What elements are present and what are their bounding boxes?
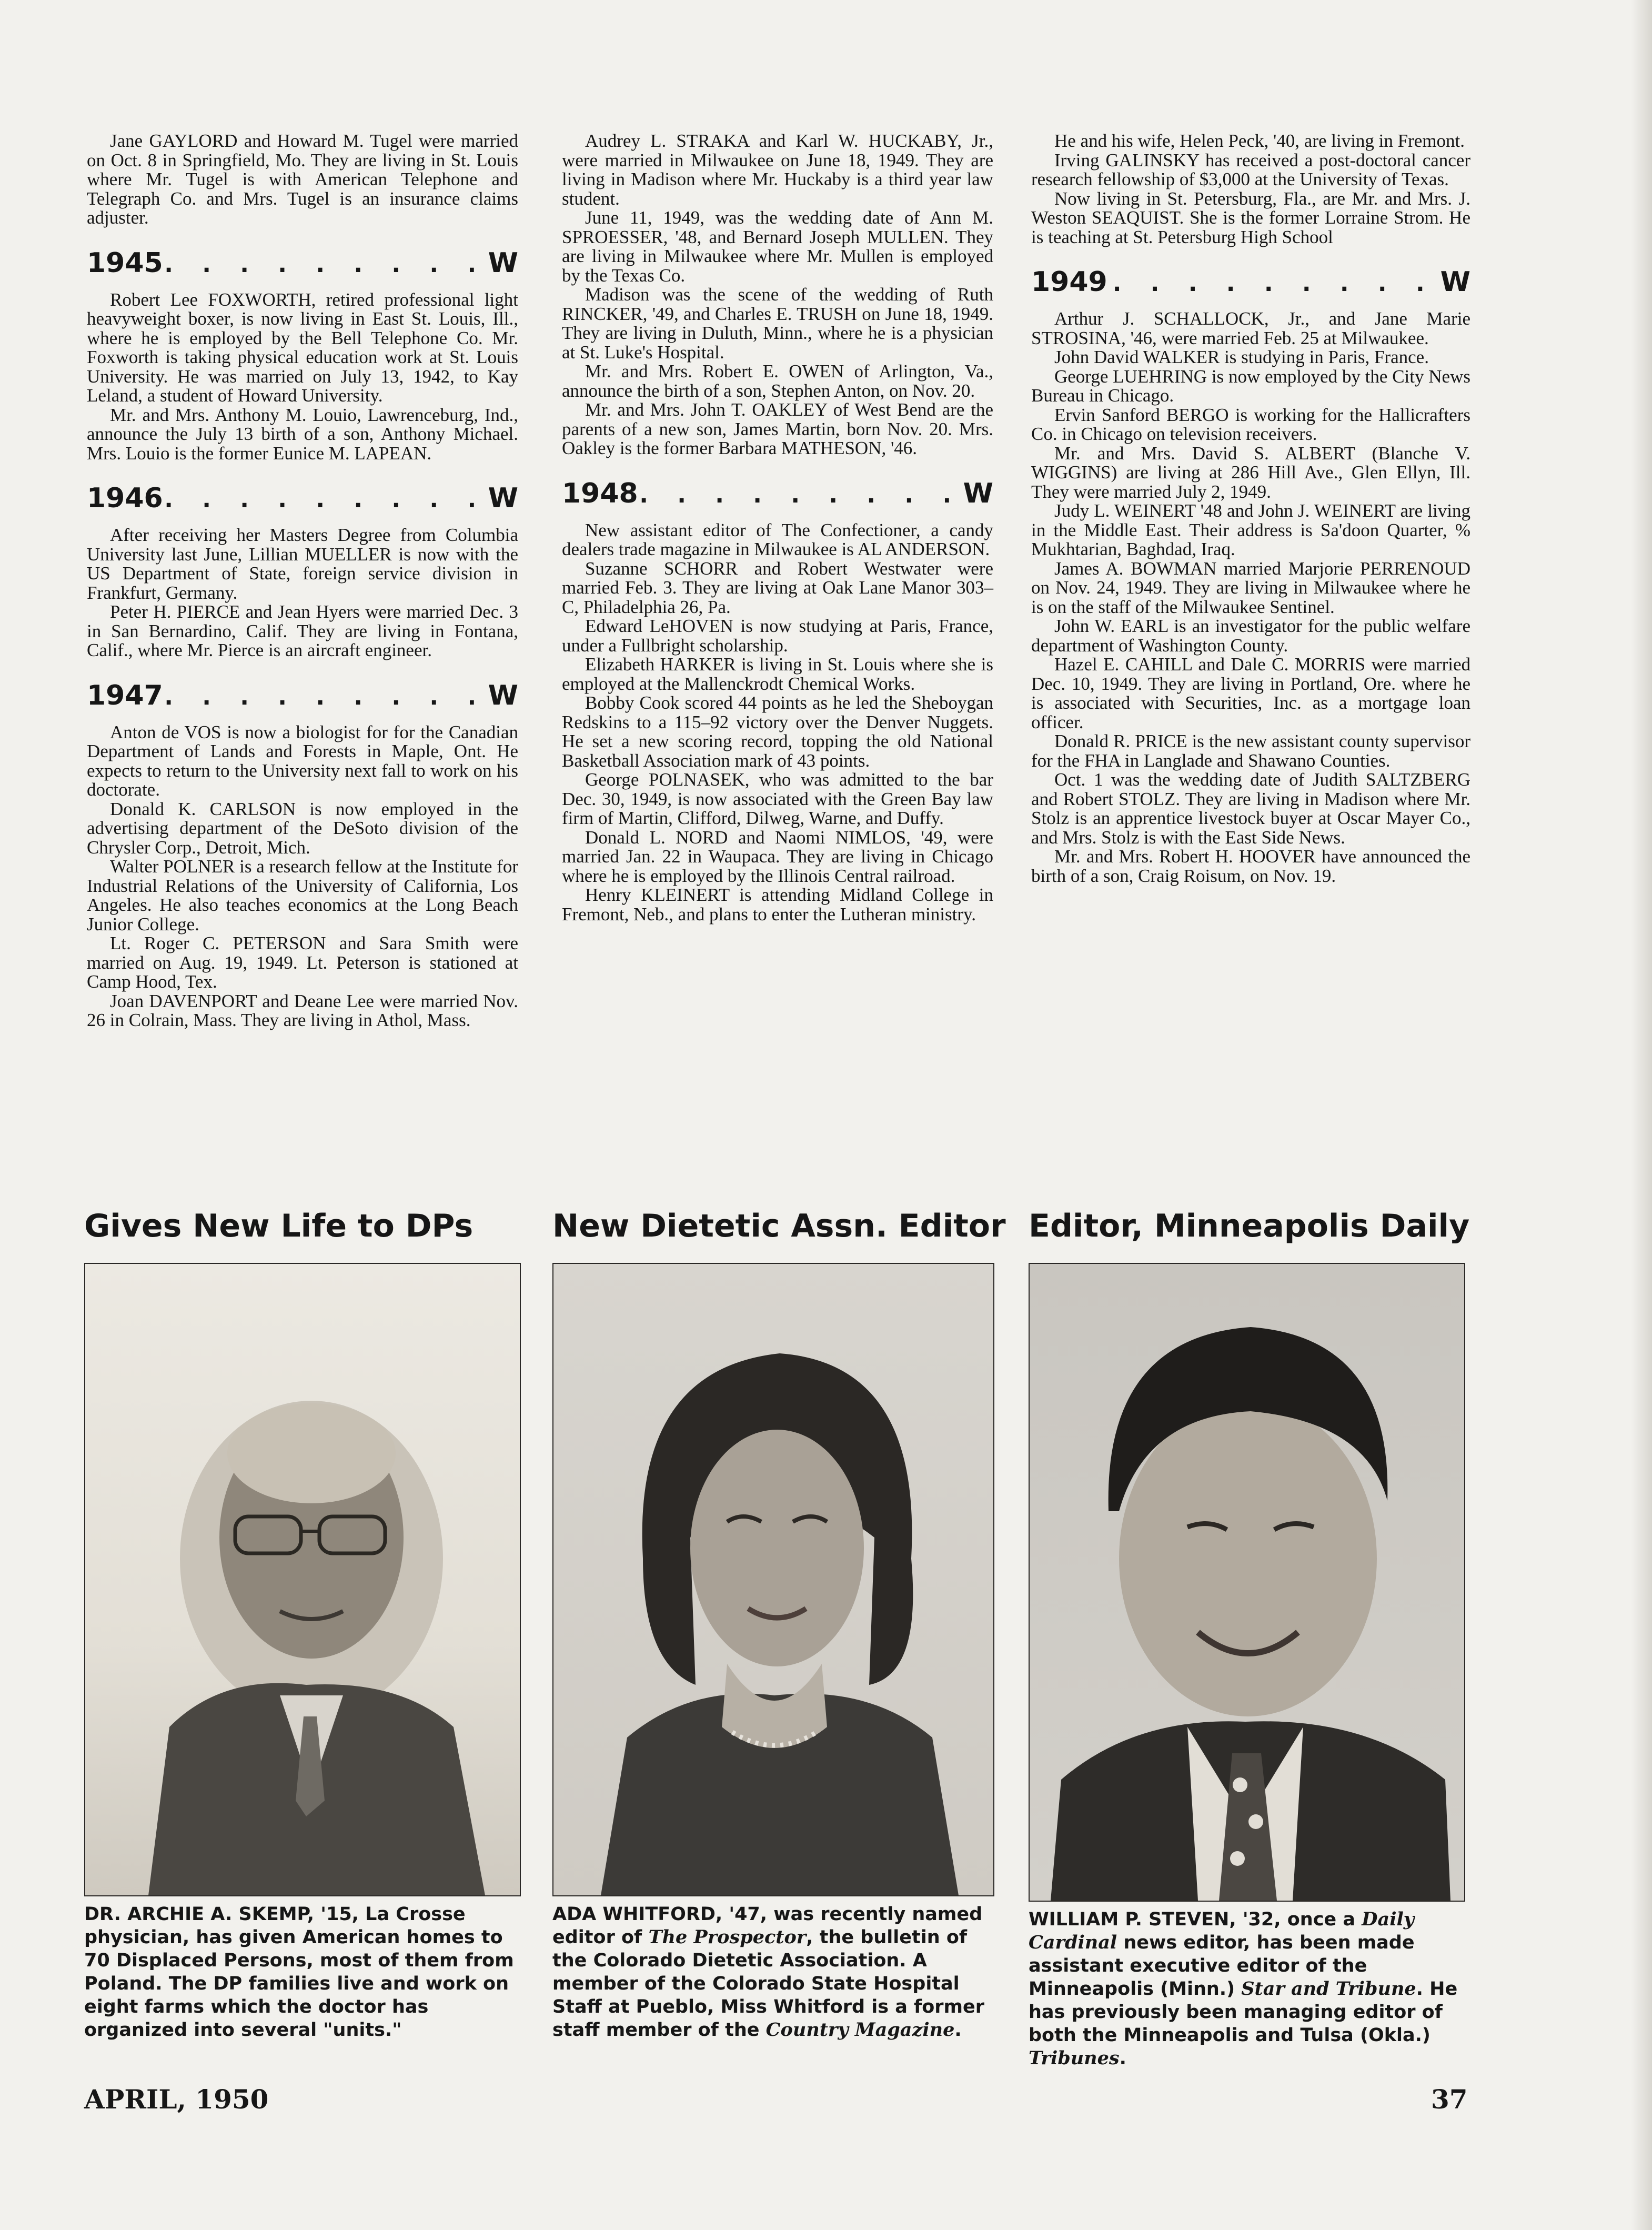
alumni-news-item: Donald L. NORD and Naomi NIMLOS, '49, were married Jan. 22 in Waupaca. They are living in Chicago where he is employed by the Illinois Central railroad. (562, 827, 993, 886)
alumni-news-item: Arthur J. SCHALLOCK, Jr., and Jane Marie STROSINA, '46, were married Feb. 25 at Milwaukee. (1031, 308, 1470, 348)
caption-italic-title: Star and Tribune (1241, 1978, 1416, 2000)
wisconsin-w-mark: W (1440, 266, 1470, 298)
alumni-news-item: Mr. and Mrs. David S. ALBERT (Blanche V. WIGGINS) are living at 286 Hill Ave., Glen Ellyn, Ill. They were married July 2, 1949. (1031, 443, 1470, 502)
alumni-news-item: Robert Lee FOXWORTH, retired professional light heavyweight boxer, is now living in East St. Louis, Ill., where he is employed by the Bell Telephone Co. Mr. Foxworth is taking physical education work at St. Louis University. He was married on July 13, 1942, to Kay Leland, a student of Howard University. (87, 289, 518, 406)
alumni-news-item: Audrey L. STRAKA and Karl W. HUCKABY, Jr., were married in Milwaukee on June 18, 1949. They are living in Madison where Mr. Huckaby is a third year law student. (562, 130, 993, 209)
issue-date: APRIL, 1950 (84, 2084, 269, 2115)
caption-italic-title: Country Magazine (765, 2019, 955, 2041)
alumni-news-item: Walter POLNER is a research fellow at the Institute for Industrial Relations of the University of California, Los Angeles. He also teaches economics at the Long Beach Junior College. (87, 856, 518, 935)
alumni-news-item: Oct. 1 was the wedding date of Judith SALTZBERG and Robert STOLZ. They are living in Madison where Mr. Stolz is an apprentice livestock buyer at Oscar Mayer Co., and Mrs. Stolz is with the East Side News. (1031, 769, 1470, 848)
alumni-news-item: Mr. and Mrs. Robert H. HOOVER have announced the birth of a son, Craig Roisum, on Nov. 19. (1031, 846, 1470, 886)
feature-caption (1029, 1908, 1465, 2070)
leader-dots: . . . . . . . . . (164, 250, 487, 278)
alumni-news-item: Edward LeHOVEN is now studying at Paris, France, under a Fullbright scholarship. (562, 616, 993, 656)
wisconsin-w-mark: W (488, 483, 518, 514)
wisconsin-w-mark: W (963, 477, 993, 509)
class-year-heading (87, 245, 518, 283)
alumni-news-item: Irving GALINSKY has received a post-doctoral cancer research fellowship of $3,000 at the University of Texas. (1031, 149, 1470, 189)
alumni-news-item: John W. EARL is an investigator for the public welfare department of Washington County. (1031, 616, 1470, 656)
class-year-heading (87, 480, 518, 518)
portrait-photo-skemp (84, 1263, 521, 1896)
alumni-news-item: After receiving her Masters Degree from Columbia University last June, Lillian MUELLER is now with the US Department of State, foreign service division in Frankfurt, Germany. (87, 525, 518, 603)
alumni-news-item: James A. BOWMAN married Marjorie PERRENOUD on Nov. 24, 1949. They are living in Milwaukee where he is on the staff of the Milwaukee Sentinel. (1031, 558, 1470, 617)
alumni-news-item: Mr. and Mrs. Anthony M. Louio, Lawrenceburg, Ind., announce the July 13 birth of a son, Anthony Michael. Mrs. Louio is the former Eunice M. LAPEAN. (87, 404, 518, 464)
column-1 (87, 132, 518, 1030)
caption-text: . He has previously been managing editor of both the Minneapolis and Tulsa (Okla.) (1029, 1978, 1458, 2046)
portrait-illustration (1030, 1264, 1464, 1901)
leader-dots: . . . . . . . . . (1112, 270, 1435, 297)
alumni-news-item: Suzanne SCHORR and Robert Westwater were married Feb. 3. They are living at Oak Lane Manor 303–C, Philadelphia 26, Pa. (562, 558, 993, 617)
alumni-news-item: New assistant editor of The Confectioner, a candy dealers trade magazine in Milwaukee is AL ANDERSON. (562, 519, 993, 559)
caption-italic-title: Daily Cardinal (1029, 1908, 1415, 1953)
column-2 (562, 132, 993, 924)
leader-dots: . . . . . . . . . (164, 486, 487, 513)
alumni-news-item: Peter H. PIERCE and Jean Hyers were married Dec. 3 in San Bernardino, Calif. They are living in Fontana, Calif., where Mr. Pierce is an aircraft engineer. (87, 601, 518, 660)
class-year: 1945 (87, 247, 163, 279)
alumni-news-item: Hazel E. CAHILL and Dale C. MORRIS were married Dec. 10, 1949. They are living in Portland, Ore. where he is associated with Securities, Inc. as a mortgage loan officer. (1031, 654, 1470, 732)
feature-steven (1029, 1205, 1470, 2070)
class-year: 1946 (87, 483, 163, 514)
class-year-heading (87, 677, 518, 716)
alumni-news-item: Lt. Roger C. PETERSON and Sara Smith were married on Aug. 19, 1949. Lt. Peterson is stationed at Camp Hood, Tex. (87, 933, 518, 992)
alumni-news-item: Henry KLEINERT is attending Midland College in Fremont, Neb., and plans to enter the Lutheran ministry. (562, 885, 993, 925)
wisconsin-w-mark: W (488, 247, 518, 279)
alumni-news-item: Madison was the scene of the wedding of Ruth RINCKER, '49, and Charles E. TRUSH on June 18, 1949. They are living in Duluth, Minn., where he is a physician at St. Luke's Hospital. (562, 284, 993, 363)
column-3 (1031, 132, 1470, 886)
class-year: 1949 (1031, 266, 1107, 298)
portrait-photo-whitford (552, 1263, 994, 1896)
class-year: 1947 (87, 679, 163, 711)
caption-text: news editor, has been made assistant executive editor of the Minneapolis (Minn.) (1029, 1932, 1415, 2000)
feature-whitford (552, 1205, 1006, 2042)
feature-caption (84, 1903, 521, 2042)
feature-headline: Gives New Life to DPs (84, 1208, 474, 1244)
class-year-heading (562, 475, 993, 514)
alumni-news-item: Ervin Sanford BERGO is working for the Hallicrafters Co. in Chicago on television receivers. (1031, 404, 1470, 444)
caption-italic-title: The Prospector (648, 1926, 807, 1948)
caption-text: , the bulletin of the Colorado Dietetic Association. A member of the Colorado State Hospital Staff at Pueblo, Miss Whitford is a former staff member of the (552, 1927, 985, 2041)
alumni-news-item: John David WALKER is studying in Paris, France. (1054, 347, 1429, 367)
page-number: 37 (1431, 2084, 1468, 2115)
alumni-news-item: Elizabeth HARKER is living in St. Louis where she is employed at the Mallenckrodt Chemical Works. (562, 654, 993, 694)
wisconsin-w-mark: W (488, 679, 518, 711)
portrait-illustration (553, 1264, 993, 1895)
page-edge-shadow (1631, 0, 1652, 2230)
alumni-news-item: Donald K. CARLSON is now employed in the advertising department of the DeSoto division of the Chrysler Corp., Detroit, Mich. (87, 798, 518, 858)
caption-text: WILLIAM P. STEVEN, '32, once a (1029, 1909, 1362, 1930)
alumni-news-item: Anton de VOS is now a biologist for for the Canadian Department of Lands and Forests in Maple, Ont. He expects to return to the University next fall to work on his doctorate. (87, 721, 518, 800)
caption-text: ADA WHITFORD, '47, was recently named editor of (552, 1904, 983, 1948)
feature-headline: Editor, Minneapolis Daily (1029, 1208, 1470, 1244)
alumni-news-item: George POLNASEK, who was admitted to the bar Dec. 30, 1949, is now associated with the Green Bay law firm of Martin, Clifford, Dilweg, Warne, and Duffy. (562, 769, 993, 828)
caption-text: DR. ARCHIE A. SKEMP, '15, La Crosse physician, has given American homes to 70 Displaced Persons, most of them from Poland. The DP families live and work on eight farms which the doctor has organized into several "units." (84, 1904, 514, 2041)
portrait-photo-steven (1029, 1263, 1465, 1902)
caption-text: . (954, 2020, 962, 2041)
caption-text: . (1119, 2048, 1126, 2069)
leader-dots: . . . . . . . . . (164, 683, 487, 710)
alumni-news-item: Jane GAYLORD and Howard M. Tugel were married on Oct. 8 in Springfield, Mo. They are living in St. Louis where Mr. Tugel is with American Telephone and Telegraph Co. and Mrs. Tugel is an insurance claims adjuster. (87, 130, 518, 228)
portrait-illustration (85, 1264, 520, 1895)
alumni-news-item: He and his wife, Helen Peck, '40, are living in Fremont. (1054, 130, 1465, 151)
leader-dots: . . . . . . . . . (639, 481, 962, 508)
alumni-news-item: Mr. and Mrs. Robert E. OWEN of Arlington, Va., announce the birth of a son, Stephen Anton, on Nov. 20. (562, 361, 993, 401)
caption-italic-title: Tribunes (1029, 2047, 1120, 2069)
alumni-news-item: Joan DAVENPORT and Deane Lee were married Nov. 26 in Colrain, Mass. They are living in Athol, Mass. (87, 990, 518, 1030)
alumni-news-item: June 11, 1949, was the wedding date of Ann M. SPROESSER, '48, and Bernard Joseph MULLEN. They are living in Milwaukee where Mr. Mullen is employed by the Texas Co. (562, 207, 993, 286)
feature-skemp (84, 1205, 521, 2042)
alumni-news-item: Donald R. PRICE is the new assistant county supervisor for the FHA in Langlade and Shawano Counties. (1031, 731, 1470, 771)
alumni-news-item: George LUEHRING is now employed by the City News Bureau in Chicago. (1031, 366, 1470, 406)
feature-caption (552, 1903, 994, 2042)
class-year: 1948 (562, 477, 638, 509)
alumni-news-item: Judy L. WEINERT '48 and John J. WEINERT are living in the Middle East. Their address is Sa'doon Quarter, % Mukhtarian, Baghdad, Iraq. (1031, 500, 1470, 559)
class-year-heading (1031, 264, 1470, 302)
alumni-news-item: Now living in St. Petersburg, Fla., are Mr. and Mrs. J. Weston SEAQUIST. She is the former Lorraine Strom. He is teaching at St. Petersburg High School (1031, 188, 1470, 247)
alumni-news-item: Mr. and Mrs. John T. OAKLEY of West Bend are the parents of a new son, James Martin, born Nov. 20. Mrs. Oakley is the former Barbara MATHESON, '46. (562, 399, 993, 458)
feature-headline: New Dietetic Assn. Editor (552, 1208, 1006, 1244)
alumni-news-item: Bobby Cook scored 44 points as he led the Sheboygan Redskins to a 115–92 victory over the Denver Nuggets. He set a new scoring record, topping the old National Basketball Association mark of 43 points. (562, 692, 993, 771)
